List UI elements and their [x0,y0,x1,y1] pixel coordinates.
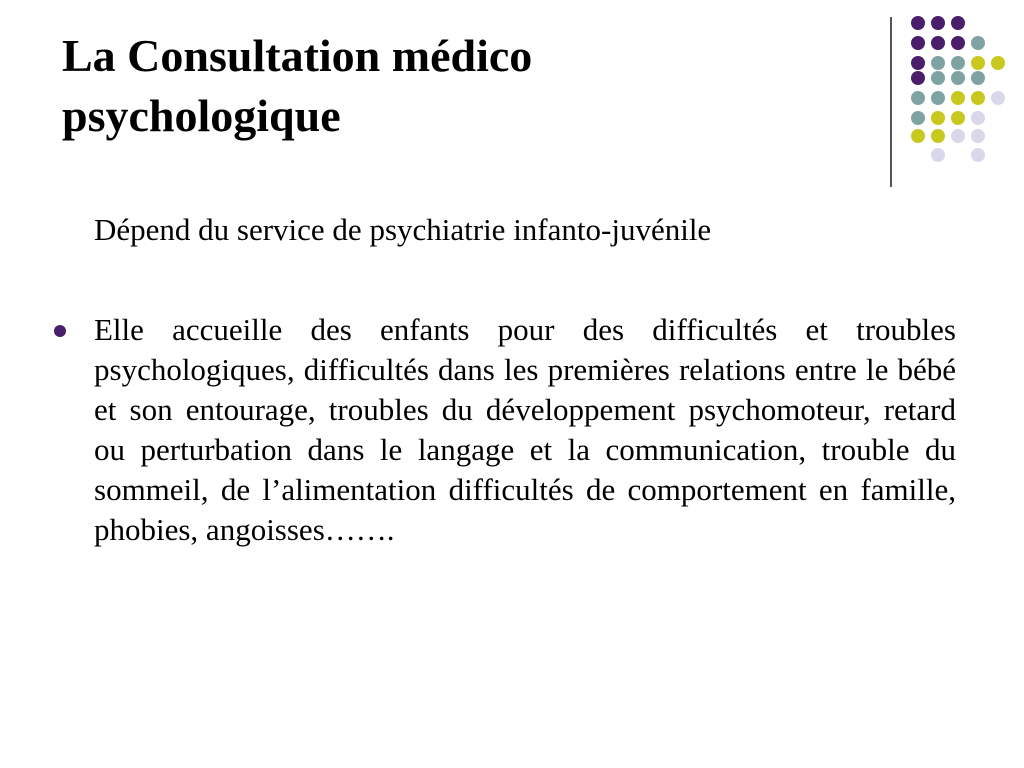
decorative-dot [971,36,985,50]
decorative-dot [931,16,945,30]
decorative-dot [971,111,985,125]
decorative-dot [931,56,945,70]
decorative-dot [971,71,985,85]
slide-title-line-2: psychologique [62,90,341,141]
bullet-dot-icon [54,325,66,337]
decorative-dot [931,36,945,50]
bullet-list [94,310,956,550]
decorative-dot [951,16,965,30]
slide-title-line-1: La Consultation médico [62,30,533,81]
decorative-dot [951,36,965,50]
decorative-dot [911,36,925,50]
decorative-dot [951,56,965,70]
decorative-dot [991,56,1005,70]
decorative-dot [911,16,925,30]
intro-text: Dépend du service de psychiatrie infanto-juvénile [94,212,712,247]
decorative-dot [911,71,925,85]
decorative-dot [971,56,985,70]
decorative-dot [931,71,945,85]
decorative-dot [911,91,925,105]
decorative-dot [951,91,965,105]
decorative-dot [931,129,945,143]
decorative-dot [911,56,925,70]
decorative-dot [931,91,945,105]
decorative-dot [911,111,925,125]
decorative-dot [931,111,945,125]
decorative-dot [951,129,965,143]
bullet-item [94,310,956,550]
decorative-dot [971,148,985,162]
bullet-text: Elle accueille des enfants pour des difficultés et troubles psychologiques, difficultés dans les premières relations entre le bébé et son entourage, troubles du développement psychomoteur, retard ou perturbation dans le langage et la communication, trouble du sommeil, de l’alimentation difficultés de comportement en famille, phobies, angoisses……. [94,312,956,547]
decorative-dot [951,111,965,125]
decorative-dot [971,91,985,105]
slide-title [62,26,862,146]
title-divider [890,17,892,187]
decorative-dot [911,129,925,143]
decorative-dot [931,148,945,162]
decorative-dot [951,71,965,85]
decorative-dot [991,91,1005,105]
decorative-dot [971,129,985,143]
